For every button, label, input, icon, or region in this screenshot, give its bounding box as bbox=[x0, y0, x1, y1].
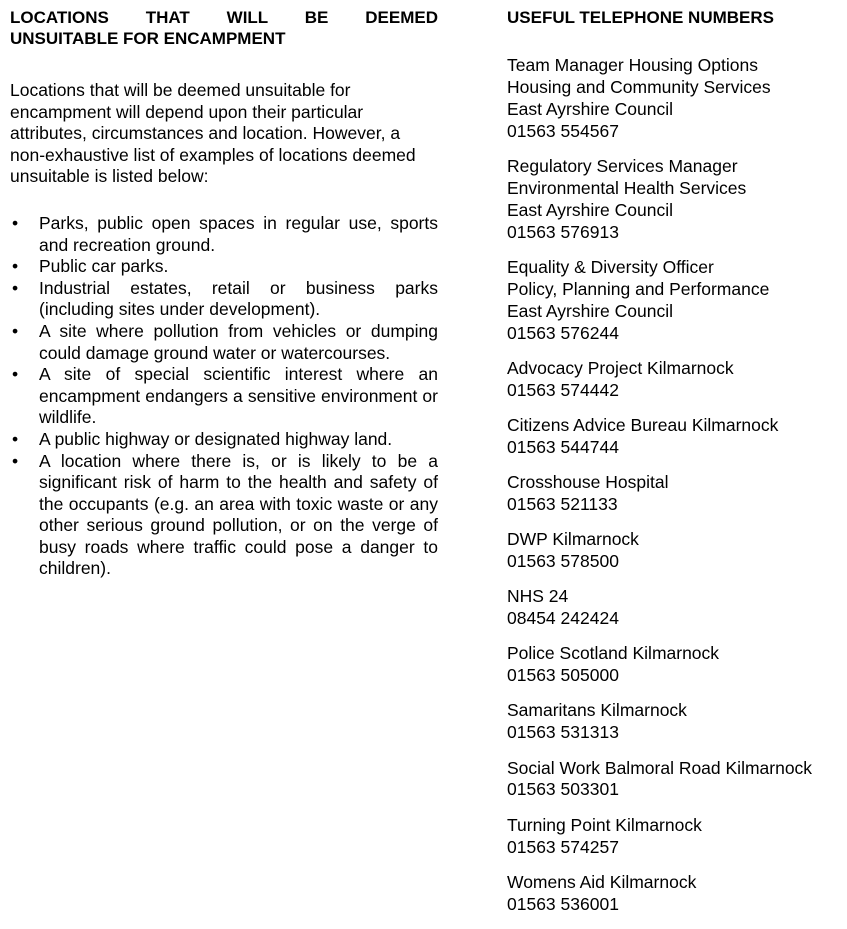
contact-name: Team Manager Housing Options bbox=[507, 55, 758, 75]
locations-heading-line2: UNSUITABLE FOR ENCAMPMENT bbox=[10, 29, 286, 48]
contact-phone: 01563 574257 bbox=[507, 836, 619, 857]
contact-phone: 01563 576244 bbox=[507, 322, 619, 343]
list-item bbox=[10, 429, 438, 451]
list-item bbox=[10, 278, 438, 321]
contact-organisation: East Ayrshire Council bbox=[507, 199, 674, 220]
contact-name: Social Work Balmoral Road Kilmarnock bbox=[507, 757, 813, 778]
contact-entry bbox=[507, 358, 847, 402]
contact-entry bbox=[507, 529, 847, 573]
contact-name: Crosshouse Hospital bbox=[507, 471, 669, 492]
list-item-text: A site of special scientific interest where an encampment endangers a sensitive environment or wildlife. bbox=[39, 364, 438, 428]
contact-phone: 01563 531313 bbox=[507, 722, 619, 743]
locations-heading-line1: LOCATIONS THAT WILL BE DEEMED bbox=[10, 8, 438, 27]
list-item bbox=[10, 364, 438, 429]
contact-entry bbox=[507, 472, 847, 516]
contact-entry bbox=[507, 257, 847, 345]
contact-list bbox=[507, 55, 847, 916]
bullet-icon: • bbox=[12, 212, 19, 233]
contact-name: Citizens Advice Bureau Kilmarnock bbox=[507, 414, 779, 435]
unsuitable-locations-list bbox=[10, 213, 438, 580]
contact-phone: 01563 503301 bbox=[507, 779, 619, 800]
locations-intro-paragraph: Locations that will be deemed unsuitable for encampment will depend upon their particular attributes, circumstances and location. However, a non-exhaustive list of examples of locations deemed unsuitable is listed below: bbox=[10, 80, 416, 187]
contact-phone: 01563 521133 bbox=[507, 493, 618, 514]
contact-phone: 01563 544744 bbox=[507, 436, 619, 457]
bullet-icon: • bbox=[12, 364, 19, 385]
telephone-numbers-section bbox=[507, 7, 847, 929]
contact-entry bbox=[507, 586, 847, 630]
contact-name: Advocacy Project Kilmarnock bbox=[507, 357, 734, 378]
contact-entry bbox=[507, 872, 847, 916]
contact-entry bbox=[507, 815, 847, 859]
contact-entry bbox=[507, 415, 847, 459]
contact-organisation: East Ayrshire Council bbox=[507, 98, 674, 119]
contact-phone: 01563 574442 bbox=[507, 379, 619, 400]
contact-name: Police Scotland Kilmarnock bbox=[507, 643, 720, 664]
contact-name: Equality & Diversity Officer bbox=[507, 256, 714, 277]
locations-section bbox=[10, 7, 438, 580]
contact-phone: 01563 505000 bbox=[507, 665, 619, 686]
contact-name: Regulatory Services Manager bbox=[507, 155, 738, 176]
bullet-icon: • bbox=[12, 277, 19, 298]
contact-organisation: East Ayrshire Council bbox=[507, 300, 674, 321]
list-item bbox=[10, 451, 438, 581]
contact-name: DWP Kilmarnock bbox=[507, 529, 639, 550]
contact-name: NHS 24 bbox=[507, 586, 569, 607]
list-item bbox=[10, 213, 438, 256]
contact-name: Turning Point Kilmarnock bbox=[507, 814, 702, 835]
contact-department: Policy, Planning and Performance bbox=[507, 278, 770, 299]
contact-phone: 08454 242424 bbox=[507, 608, 619, 629]
list-item bbox=[10, 256, 438, 278]
bullet-icon: • bbox=[12, 320, 19, 341]
list-item bbox=[10, 321, 438, 364]
contact-department: Environmental Health Services bbox=[507, 177, 747, 198]
contact-name: Samaritans Kilmarnock bbox=[507, 700, 687, 721]
list-item-text: Parks, public open spaces in regular use, sports and recreation ground. bbox=[39, 212, 438, 255]
list-item-text: Public car parks. bbox=[39, 256, 169, 277]
bullet-icon: • bbox=[12, 450, 19, 471]
list-item-text: A public highway or designated highway land. bbox=[39, 428, 393, 449]
list-item-text: A site where pollution from vehicles or dumping could damage ground water or watercourses. bbox=[39, 320, 438, 363]
list-item-text: A location where there is, or is likely to be a significant risk of harm to the health and safety of the occupants (e.g. an area with toxic waste or any other serious ground pollution, or on the verge of busy roads where traffic could pose a danger to children). bbox=[39, 450, 438, 579]
locations-heading bbox=[10, 7, 438, 49]
list-item-text: Industrial estates, retail or business parks (including sites under development). bbox=[39, 277, 438, 320]
bullet-icon: • bbox=[12, 256, 19, 277]
bullet-icon: • bbox=[12, 428, 19, 449]
contact-entry bbox=[507, 758, 847, 802]
contact-name: Womens Aid Kilmarnock bbox=[507, 871, 697, 892]
contact-entry bbox=[507, 55, 847, 143]
contact-phone: 01563 576913 bbox=[507, 221, 619, 242]
contact-phone: 01563 554567 bbox=[507, 120, 619, 141]
contact-phone: 01563 578500 bbox=[507, 551, 619, 571]
telephone-numbers-heading: USEFUL TELEPHONE NUMBERS bbox=[507, 8, 774, 27]
contact-phone: 01563 536001 bbox=[507, 893, 619, 914]
contact-entry bbox=[507, 156, 847, 244]
contact-department: Housing and Community Services bbox=[507, 76, 771, 97]
contact-entry bbox=[507, 700, 847, 744]
contact-entry bbox=[507, 643, 847, 687]
